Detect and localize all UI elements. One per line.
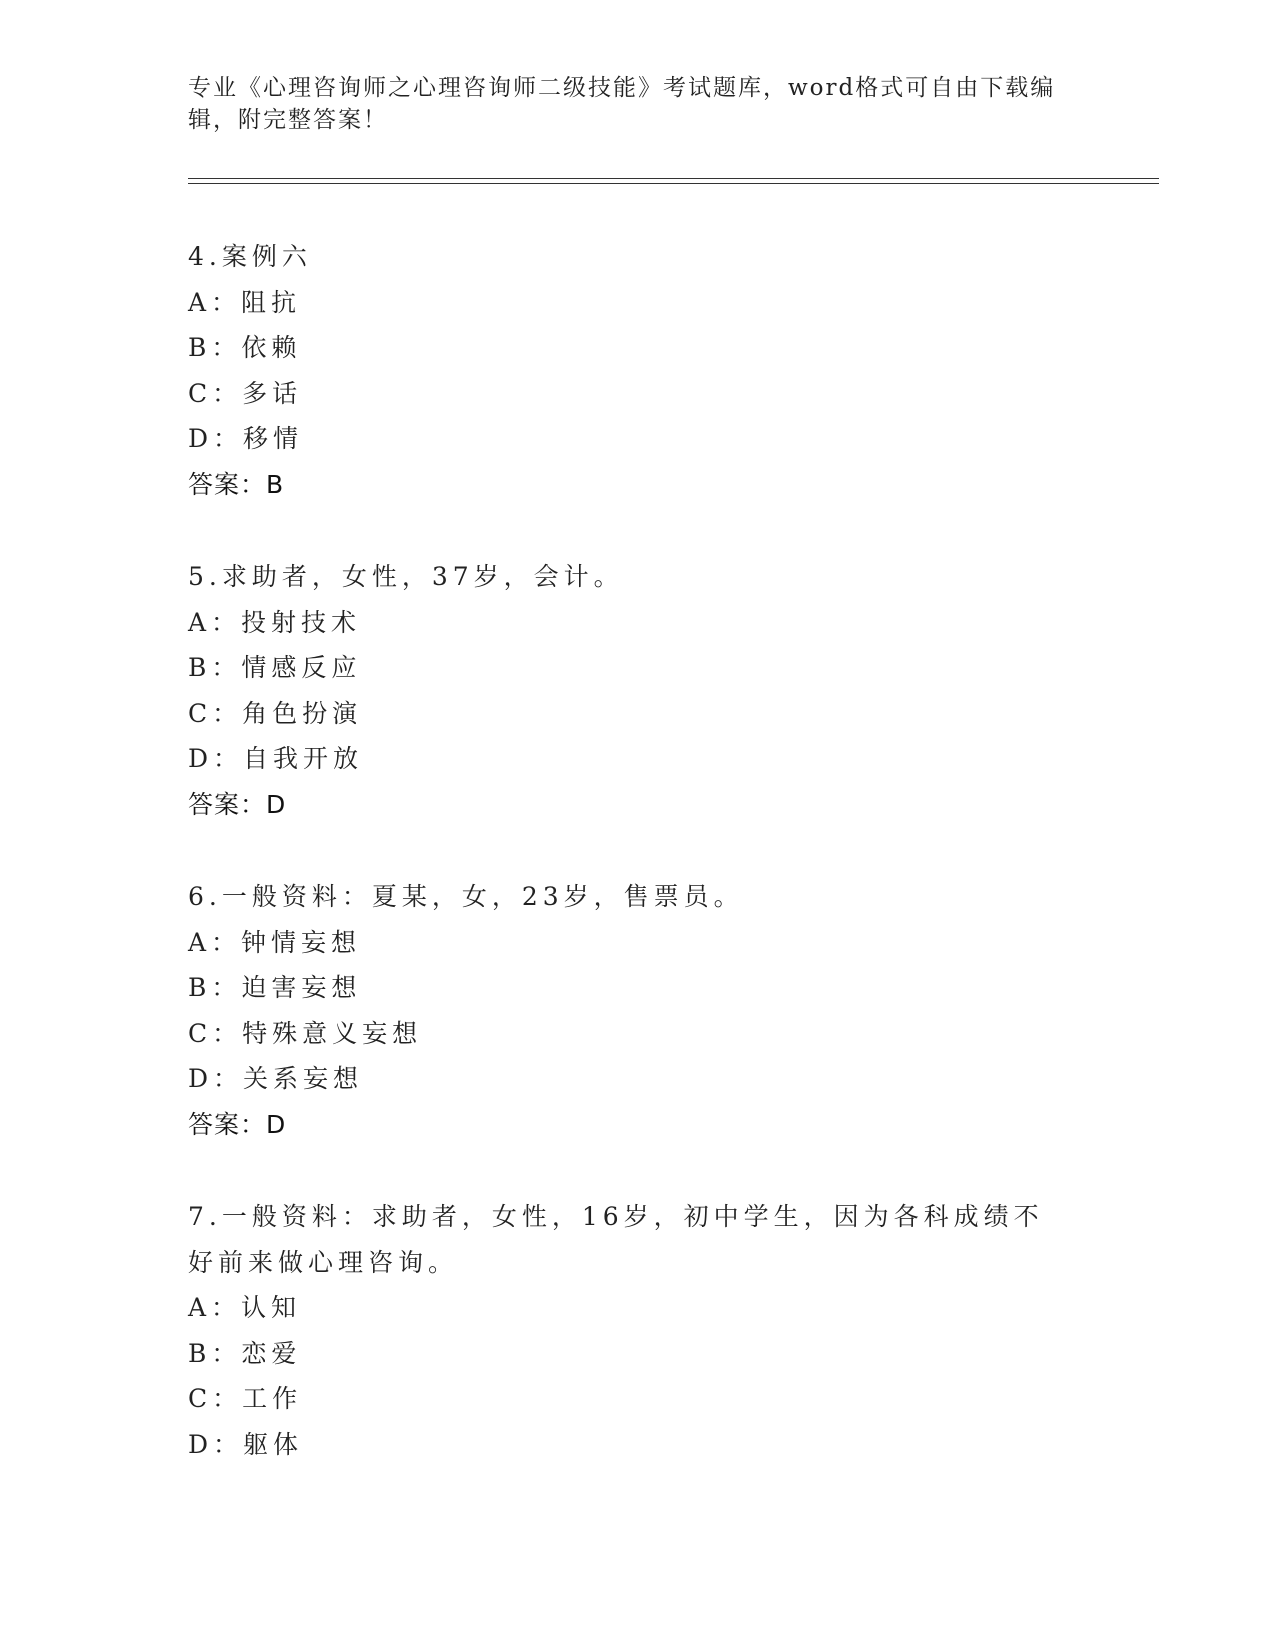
question-stem: 6.一般资料：夏某，女，23岁，售票员。 — [188, 882, 744, 911]
answer-key: 答案：B — [188, 469, 285, 499]
option-c: C：工作 — [188, 1384, 303, 1413]
question-stem: 7.一般资料：求助者，女性，16岁，初中学生，因为各科成绩不好前来做心理咨询。 — [188, 1202, 1044, 1277]
option-a: A：阻抗 — [188, 287, 302, 317]
option-c: C：多话 — [188, 378, 303, 408]
option-b: B：情感反应 — [188, 653, 362, 682]
option-c: C：角色扮演 — [188, 698, 363, 728]
question-stem: 4.案例六 — [188, 242, 312, 271]
option-b: B：恋爱 — [188, 1338, 302, 1368]
question-block — [188, 234, 1088, 507]
option-a: A：投射技术 — [188, 607, 362, 637]
option-d: D：关系妄想 — [188, 1064, 364, 1093]
option-a: A：认知 — [188, 1293, 302, 1322]
option-c: C：特殊意义妄想 — [188, 1018, 423, 1048]
question-block — [188, 554, 1088, 827]
question-stem: 5.求助者，女性，37岁，会计。 — [188, 562, 624, 591]
header-divider-top — [188, 178, 1159, 179]
answer-key: 答案：D — [188, 789, 287, 819]
question-block — [188, 874, 1088, 1147]
option-d: D：移情 — [188, 424, 304, 453]
option-d: D：躯体 — [188, 1429, 304, 1459]
option-b: B：迫害妄想 — [188, 973, 362, 1002]
document-header: 专业《心理咨询师之心理咨询师二级技能》考试题库，word格式可自由下载编辑，附完整答案！ — [188, 75, 1056, 133]
option-b: B：依赖 — [188, 333, 302, 362]
option-d: D：自我开放 — [188, 744, 364, 773]
option-a: A：钟情妄想 — [188, 927, 362, 957]
answer-key: 答案：D — [188, 1109, 287, 1139]
header-divider-bottom — [188, 183, 1159, 184]
question-block — [188, 1194, 1088, 1467]
